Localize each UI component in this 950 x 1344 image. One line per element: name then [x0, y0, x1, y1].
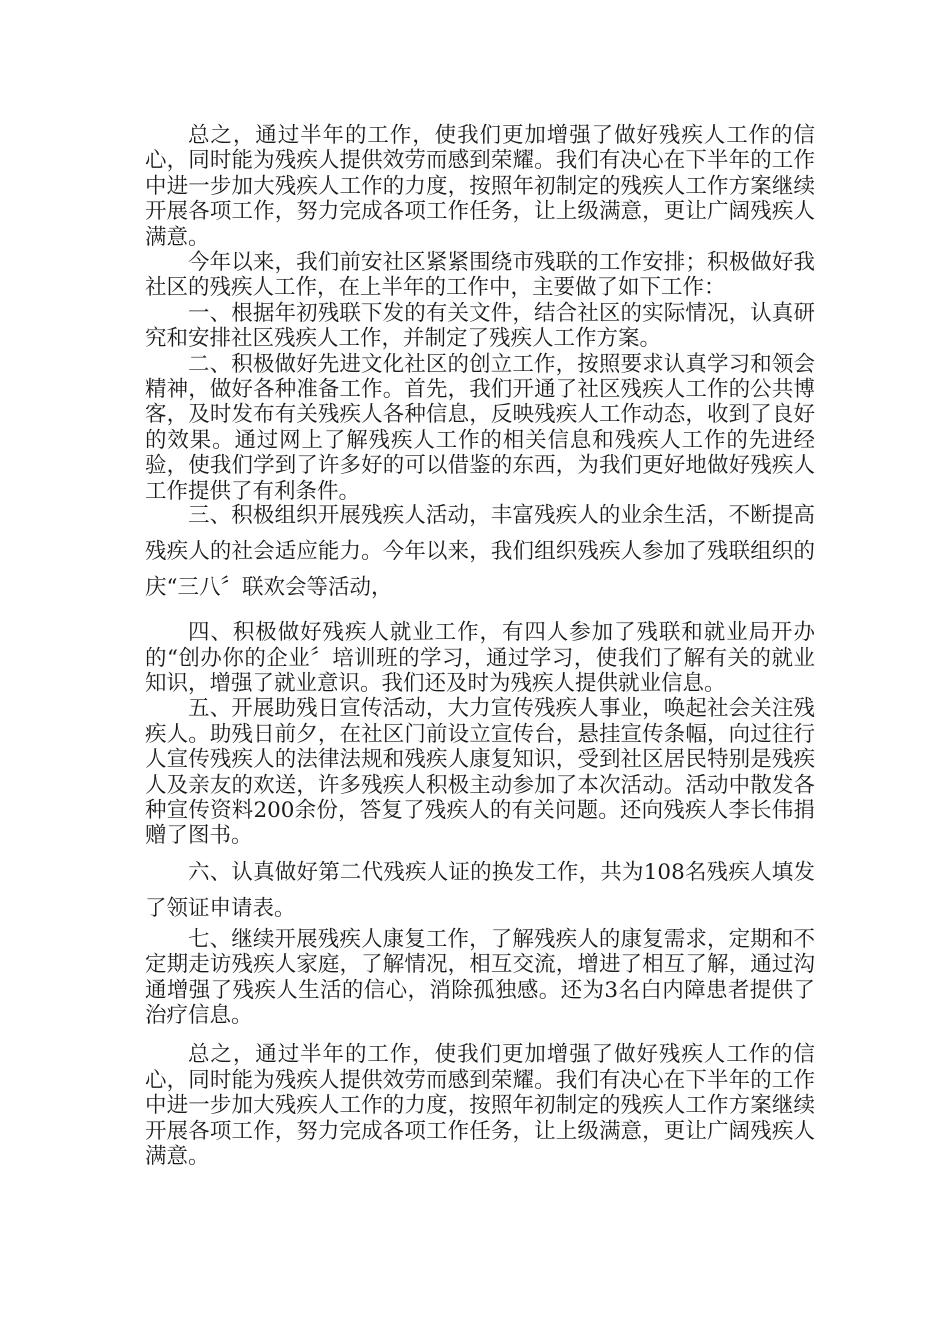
spacer — [145, 606, 815, 620]
spacer — [145, 1028, 815, 1042]
paragraph-item-2: 二、积极做好先进文化社区的创立工作，按照要求认真学习和领会精神，做好各种准备工作。首先，我们开通了社区残疾人工作的公共博客，及时发布有关残疾人各种信息，反映残疾人工作动态，收到了良好的效果。通过网上了解残疾人工作的相关信息和残疾人工作的先进经验，使我们学到了许多好的可以借鉴的东西，为我们更好地做好残疾人工作提供了有利条件。 — [145, 351, 815, 504]
paragraph-item-4: 四、积极做好残疾人就业工作，有四人参加了残联和就业局开办的“创办你的企业〞培训班的学习，通过学习，使我们了解有关的就业知识，增强了就业意识。我们还及时为残疾人提供就业信息。 — [145, 620, 815, 696]
document-body — [145, 123, 815, 1169]
paragraph-item-3: 三、积极组织开展残疾人活动，丰富残疾人的业余生活，不断提高残疾人的社会适应能力。今年以来，我们组织残疾人参加了残联组织的庆“三八〞联欢会等活动， — [145, 503, 815, 601]
paragraph-summary-bottom: 总之，通过半年的工作，使我们更加增强了做好残疾人工作的信心，同时能为残疾人提供效劳而感到荣耀。我们有决心在下半年的工作中进一步加大残疾人工作的力度，按照年初制定的残疾人工作方案继续开展各项工作，努力完成各项工作任务，让上级满意，更让广阔残疾人满意。 — [145, 1042, 815, 1169]
paragraph-intro: 今年以来，我们前安社区紧紧围绕市残联的工作安排；积极做好我社区的残疾人工作，在上半年的工作中，主要做了如下工作： — [145, 250, 815, 301]
paragraph-item-5: 五、开展助残日宣传活动，大力宣传残疾人事业，唤起社会关注残疾人。助残日前夕，在社区门前设立宣传台，悬挂宣传条幅，向过往行人宣传残疾人的法律法规和残疾人康复知识，受到社区居民特别是残疾人及亲友的欢送，许多残疾人积极主动参加了本次活动。活动中散发各种宣传资料200余份，答复了残疾人的有关问题。还向残疾人李长伟捐赠了图书。 — [145, 696, 815, 849]
paragraph-summary-top: 总之，通过半年的工作，使我们更加增强了做好残疾人工作的信心，同时能为残疾人提供效劳而感到荣耀。我们有决心在下半年的工作中进一步加大残疾人工作的力度，按照年初制定的残疾人工作方案继续开展各项工作，努力完成各项工作任务，让上级满意，更让广阔残疾人满意。 — [145, 123, 815, 250]
paragraph-item-7: 七、继续开展残疾人康复工作，了解残疾人的康复需求，定期和不定期走访残疾人家庭，了解情况，相互交流，增进了相互了解，通过沟通增强了残疾人生活的信心，消除孤独感。还为3名白内障患者提供了治疗信息。 — [145, 926, 815, 1028]
paragraph-item-1: 一、根据年初残联下发的有关文件，结合社区的实际情况，认真研究和安排社区残疾人工作，并制定了残疾人工作方案。 — [145, 300, 815, 352]
paragraph-item-6: 六、认真做好第二代残疾人证的换发工作，共为108名残疾人填发了领证申请表。 — [145, 859, 815, 921]
